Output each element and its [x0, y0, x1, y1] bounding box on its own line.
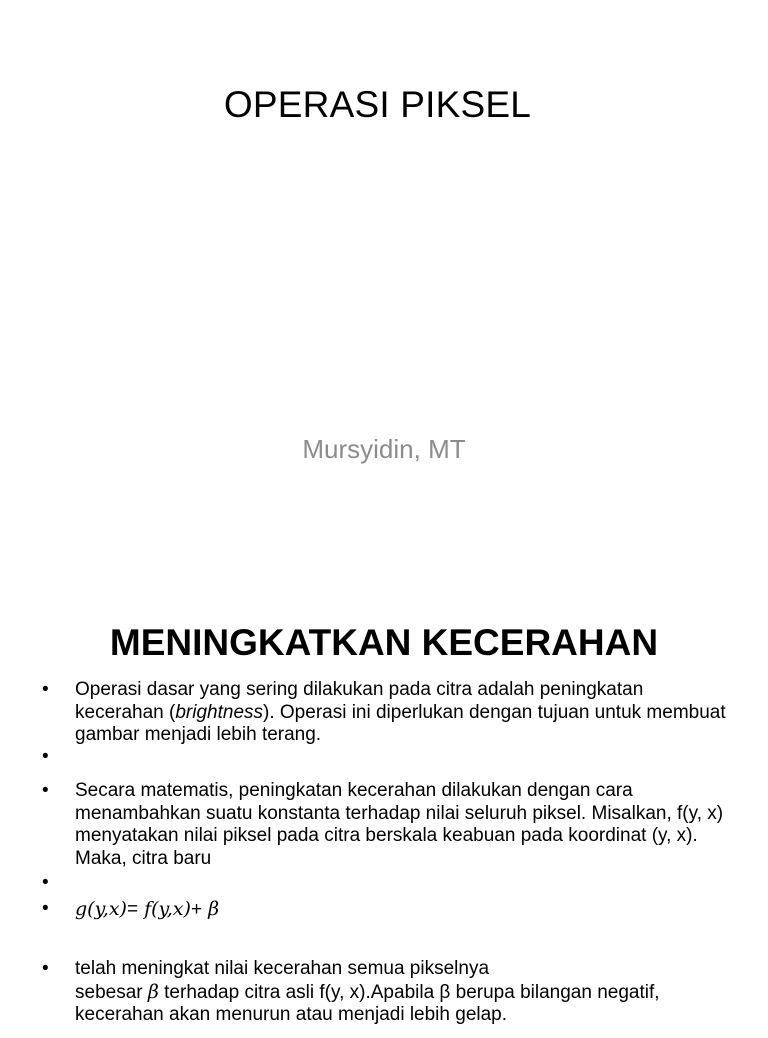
bullet-dot: • [42, 872, 49, 893]
formula-rhs: f(y,x) [144, 898, 191, 920]
bullet-text: terhadap citra asli f(y, x).Apabila β berupa bilangan negatif, kecerahan akan menurun atau menjadi lebih gelap. [75, 981, 660, 1025]
bullet-text: Secara matematis, peningkatan kecerahan dilakukan dengan cara menambahkan suatu konstanta terhadap nilai seluruh piksel. Misalkan, f(y, x) menyatakan nilai piksel pada citra berskala keabuan pada koordinat (y, x). Maka, citra baru [75, 780, 724, 869]
slide-title-heading: OPERASI PIKSEL [223, 84, 532, 125]
bullet-italic-term: brightness [175, 701, 264, 723]
beta-symbol: β [147, 980, 159, 1003]
bullet-text: ). Operasi ini diperlukan dengan tujuan untuk membuat gambar menjadi lebih terang. [75, 701, 726, 745]
bullet-list [0, 679, 768, 1038]
formula-equals: = [126, 899, 139, 920]
bullet-item-math-explanation [0, 780, 768, 872]
bullet-item-empty [0, 746, 768, 780]
bullet-dot: • [42, 780, 49, 801]
bullet-text: telah meningkat nilai kecerahan semua pikselnya [75, 958, 490, 979]
bullet-text: Operasi dasar yang sering dilakukan pada citra adalah peningkatan kecerahan ( [75, 679, 644, 723]
bullet-item-formula [0, 898, 768, 958]
bullet-text: sebesar [75, 981, 143, 1003]
bullet-item-empty [0, 872, 768, 898]
slide-content-heading: MENINGKATKAN KECERAHAN [109, 622, 659, 663]
slide-content [0, 576, 768, 1024]
bullet-dot: • [42, 679, 49, 700]
bullet-item-conclusion [0, 958, 768, 1038]
bullet-item-brightness-intro [0, 679, 768, 746]
formula-beta: β [208, 898, 220, 920]
author-subtitle: Mursyidin, MT [302, 434, 466, 464]
bullet-dot: • [42, 898, 49, 919]
brightness-formula [75, 898, 219, 920]
formula-plus: + [190, 899, 203, 920]
bullet-dot: • [42, 746, 49, 767]
formula-lhs: g(y,x) [75, 898, 127, 920]
bullet-dot: • [42, 958, 49, 979]
